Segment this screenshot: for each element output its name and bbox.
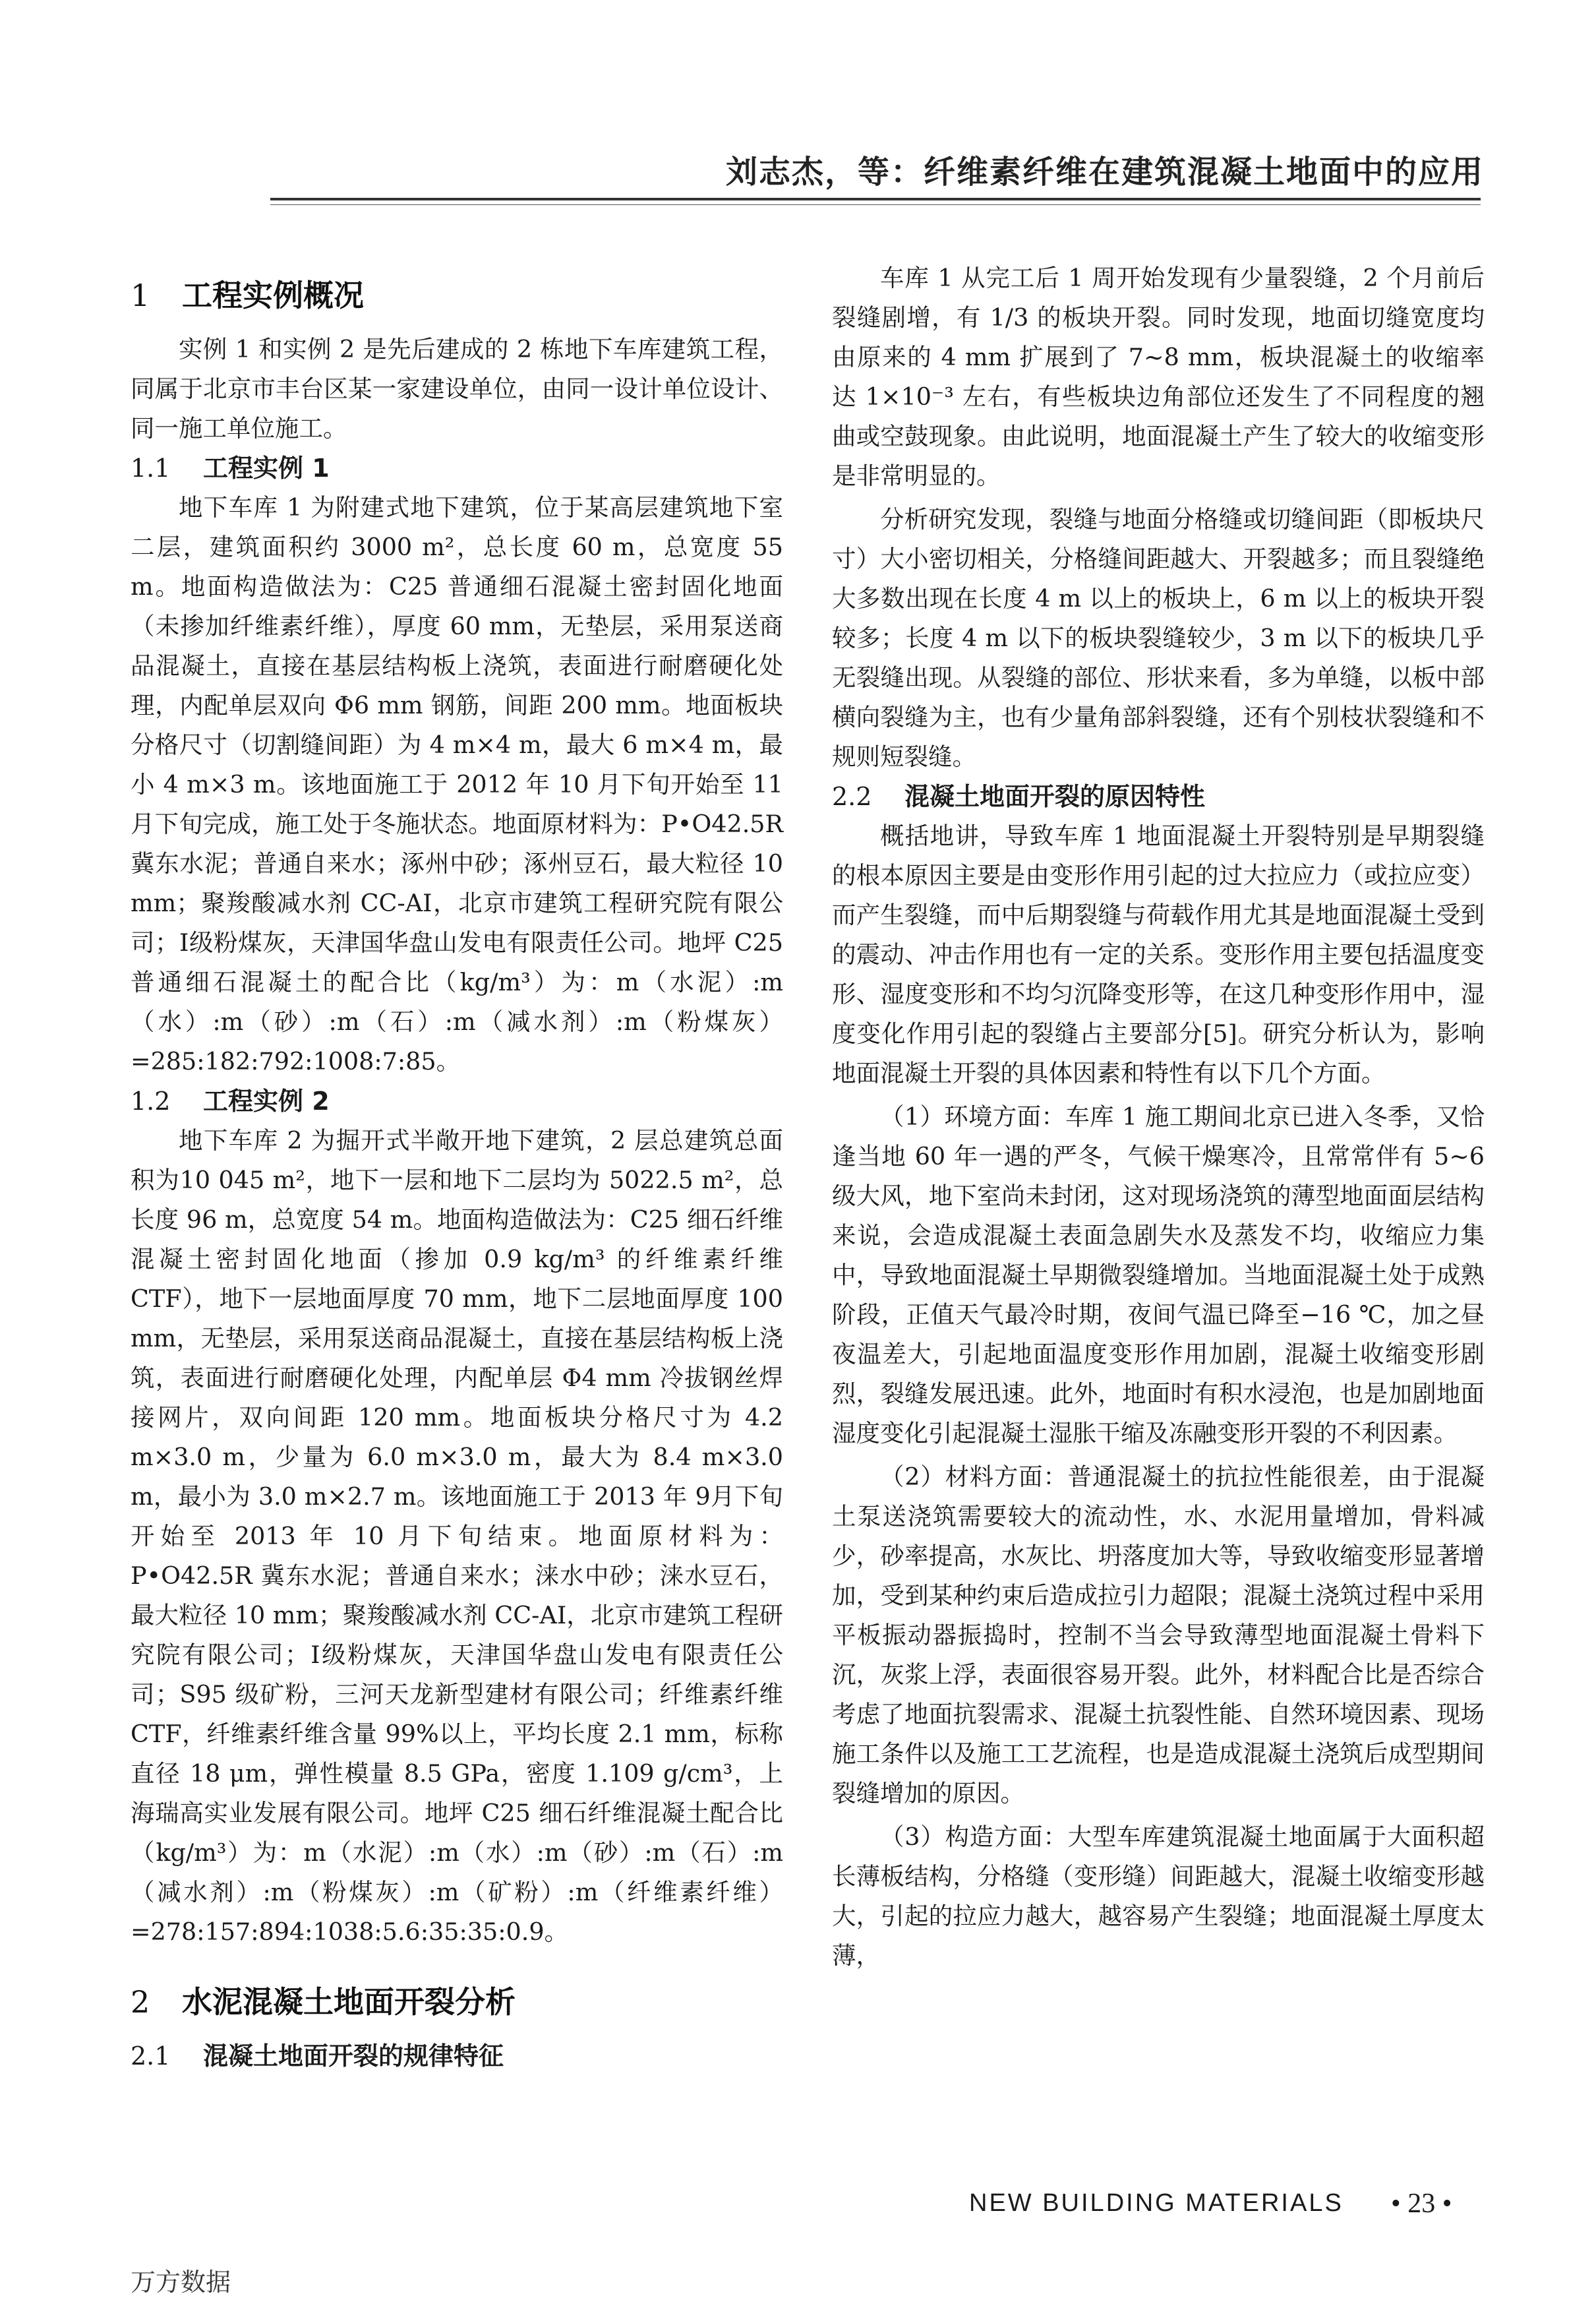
watermark: 万方数据 (131, 2268, 231, 2297)
running-header: 刘志杰，等：纤维素纤维在建筑混凝土地面中的应用 (725, 154, 1484, 191)
header-rule (270, 198, 1481, 200)
environment-paragraph: （1）环境方面：车库 1 施工期间北京已进入冬季，又恰逢当地 60 年一遇的严冬，气候干燥寒冷，且常常伴有 5~6 级大风，地下室尚未封闭，这对现场浇筑的薄型地面面层结构来说，会造成混凝土表面急剧失水及蒸发不均，收缩应力集中，导致地面混凝土早期微裂缝增加。当地面混凝土处于成熟阶段，正值天气最冷时期，夜间气温已降至−16 ℃，加之昼夜温差大，引起地面温度变形作用加剧，混凝土收缩变形剧烈，裂缝发展迅速。此外，地面时有积水浸泡，也是加剧地面湿度变化引起混凝土湿胀干缩及冻融变形开裂的不利因素。 (832, 1103, 1485, 1447)
example-2-paragraph: 地下车库 2 为掘开式半敞开地下建筑，2 层总建筑总面积为10 045 m²，地下一层和地下二层均为 5022.5 m²，总长度 96 m，总宽度 54 m。地面构造做法为：C25 细石纤维混凝土密封固化地面（掺加 0.9 kg/m³ 的纤维素纤维 CTF），地下一层地面厚度 70 mm，地下二层地面厚度 100 mm，无垫层，采用泵送商品混凝土，直接在基层结构板上浇筑，表面进行耐磨硬化处理，内配单层 Φ4 mm 冷拔钢丝焊接网片，双向间距 120 mm。地面板块分格尺寸为 4.2 m×3.0 m，少量为 6.0 m×3.0 m，最大为 8.4 m×3.0 m，最小为 3.0 m×2.7 m。该地面施工于 2013 年 9月下旬开始至 2013 年 10 月下旬结束。地面原材料为：P•O42.5R 冀东水泥；普通自来水；涞水中砂；涞水豆石，最大粒径 10 mm；聚羧酸减水剂 CC-AI，北京市建筑工程研究院有限公司；Ⅰ级粉煤灰，天津国华盘山发电有限责任公司；S95 级矿粉，三河天龙新型建材有限公司；纤维素纤维 CTF，纤维素纤维含量 99%以上，平均长度 2.1 mm，标称直径 18 μm，弹性模量 8.5 GPa，密度 1.109 g/cm³，上海瑞高实业发展有限公司。地坪 C25 细石纤维混凝土配合比（kg/m³）为：m（水泥）:m（水）:m（砂）:m（石）:m（减水剂）:m（粉煤灰）:m（矿粉）:m（纤维素纤维）=278:157:894:1038:5.6:35:35:0.9。 (131, 1126, 783, 1946)
right-column (832, 244, 1485, 1976)
page-number: • 23 • (1391, 2189, 1452, 2219)
crack-analysis-paragraph: 分析研究发现，裂缝与地面分格缝或切缝间距（即板块尺寸）大小密切相关，分格缝间距越大、开裂越多；而且裂缝绝大多数出现在长度 4 m 以上的板块上，6 m 以上的板块开裂较多；长度 4 m 以下的板块裂缝较少，3 m 以下的板块几乎无裂缝出现。从裂缝的部位、形状来看，多为单缝，以板中部横向裂缝为主，也有少量角部斜裂缝，还有个别枝状裂缝和不规则短裂缝。 (832, 505, 1485, 771)
intro-paragraph: 实例 1 和实例 2 是先后建成的 2 栋地下车库建筑工程，同属于北京市丰台区某一家建设单位，由同一设计单位设计、同一施工单位施工。 (131, 335, 783, 442)
materials-paragraph: （2）材料方面：普通混凝土的抗拉性能很差，由于混凝土泵送浇筑需要较大的流动性，水、水泥用量增加，骨料减少，砂率提高，水灰比、坍落度加大等，导致收缩变形显著增加，受到某种约束后造成拉引力超限；混凝土浇筑过程中采用平板振动器振捣时，控制不当会导致薄型地面混凝土骨料下沉，灰浆上浮，表面很容易开裂。此外，材料配合比是否综合考虑了地面抗裂需求、混凝土抗裂性能、自然环境因素、现场施工条件以及施工工艺流程，也是造成混凝土浇筑后成型期间裂缝增加的原因。 (832, 1463, 1485, 1807)
section-title: 混凝土地面开裂的规律特征 (203, 2041, 504, 2071)
header-rule-thin (270, 204, 1481, 205)
construction-paragraph: （3）构造方面：大型车库建筑混凝土地面属于大面积超长薄板结构，分格缝（变形缝）间距越大，混凝土收缩变形越大，引起的拉应力越大，越容易产生裂缝；地面混凝土厚度太薄， (832, 1823, 1485, 1970)
section-title: 混凝土地面开裂的原因特性 (904, 782, 1206, 811)
section-1-1-heading (131, 448, 783, 488)
section-number: 1.1 (131, 454, 171, 483)
section-title: 工程实例 1 (203, 454, 330, 483)
section-number: 2 (131, 1984, 150, 2020)
section-2-2-heading (832, 777, 1485, 816)
cause-summary-paragraph: 概括地讲，导致车库 1 地面混凝土开裂特别是早期裂缝的根本原因主要是由变形作用引起的过大拉应力（或拉应变）而产生裂缝，而中后期裂缝与荷载作用尤其是地面混凝土受到的震动、冲击作用也有一定的关系。变形作用主要包括温度变形、湿度变形和不均匀沉降变形等，在这几种变形作用中，湿度变化作用引起的裂缝占主要部分[5]。研究分析认为，影响地面混凝土开裂的具体因素和特性有以下几个方面。 (832, 822, 1485, 1087)
section-number: 2.2 (832, 782, 872, 811)
section-title: 水泥混凝土地面开裂分析 (182, 1984, 516, 2020)
section-2-1-heading (131, 2036, 783, 2076)
garage-1-cracks-paragraph: 车库 1 从完工后 1 周开始发现有少量裂缝，2 个月前后裂缝剧增，有 1/3 的板块开裂。同时发现，地面切缝宽度均由原来的 4 mm 扩展到了 7~8 mm，板块混凝土的收缩率达 1×10⁻³ 左右，有些板块边角部位还发生了不同程度的翘曲或空鼓现象。由此说明，地面混凝土产生了较大的收缩变形是非常明显的。 (832, 264, 1485, 490)
section-2-heading (131, 1978, 783, 2022)
example-1-paragraph: 地下车库 1 为附建式地下建筑，位于某高层建筑地下室二层，建筑面积约 3000 m²，总长度 60 m，总宽度 55 m。地面构造做法为：C25 普通细石混凝土密封固化地面（未掺加纤维素纤维），厚度 60 mm，无垫层，采用泵送商品混凝土，直接在基层结构板上浇筑，表面进行耐磨硬化处理，内配单层双向 Φ6 mm 钢筋，间距 200 mm。地面板块分格尺寸（切割缝间距）为 4 m×4 m，最大 6 m×4 m，最小 4 m×3 m。该地面施工于 2012 年 10 月下旬开始至 11 月下旬完成，施工处于冬施状态。地面原材料为：P•O42.5R 冀东水泥；普通自来水；涿州中砂；涿州豆石，最大粒径 10 mm；聚羧酸减水剂 CC-AI，北京市建筑工程研究院有限公司；Ⅰ级粉煤灰，天津国华盘山发电有限责任公司。地坪 C25 普通细石混凝土的配合比（kg/m³）为：m（水泥）:m（水）:m（砂）:m（石）:m（减水剂）:m（粉煤灰）=285:182:792:1008:7:85。 (131, 493, 783, 1075)
section-title: 工程实例 2 (203, 1087, 330, 1116)
section-number: 1 (131, 278, 150, 313)
section-number: 2.1 (131, 2041, 171, 2071)
section-title: 工程实例概况 (182, 278, 364, 313)
journal-name: NEW BUILDING MATERIALS (969, 2189, 1344, 2217)
section-1-2-heading (131, 1081, 783, 1121)
left-column (131, 244, 783, 2076)
section-number: 1.2 (131, 1087, 171, 1116)
section-1-heading (131, 272, 783, 315)
